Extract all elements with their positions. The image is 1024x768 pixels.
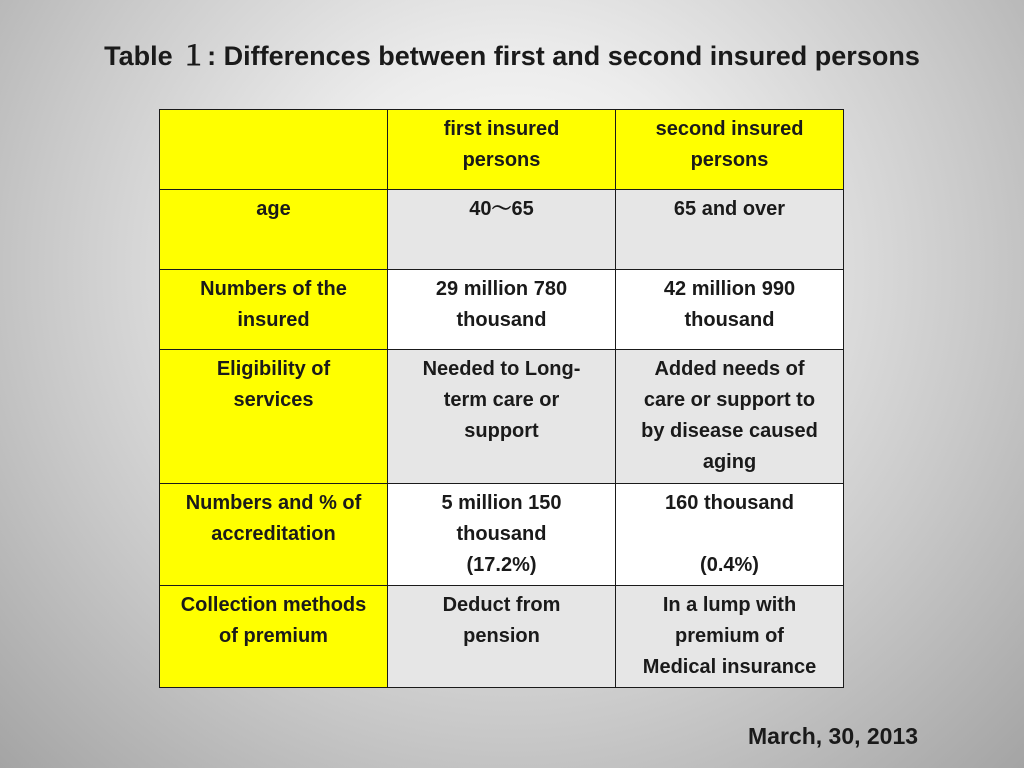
- row-label: Collection methods of premium: [160, 586, 388, 688]
- comparison-table: [159, 109, 844, 688]
- cell-second: In a lump with premium of Medical insurance: [616, 586, 844, 688]
- cell-first: 29 million 780 thousand: [388, 270, 616, 350]
- cell-second: 65 and over: [616, 190, 844, 270]
- row-label: age: [160, 190, 388, 270]
- slide-date: March, 30, 2013: [748, 723, 919, 749]
- cell-second: 42 million 990 thousand: [616, 270, 844, 350]
- slide-title: Table １: Differences between first and second insured persons: [104, 41, 920, 71]
- table-row-accreditation: [160, 484, 844, 586]
- header-cell-second-insured: second insured persons: [616, 110, 844, 190]
- cell-first: 5 million 150 thousand (17.2%): [388, 484, 616, 586]
- header-cell-first-insured: first insured persons: [388, 110, 616, 190]
- table-header-row: [160, 110, 844, 190]
- header-cell-empty: [160, 110, 388, 190]
- row-label: Numbers and % of accreditation: [160, 484, 388, 586]
- table-row-numbers-insured: [160, 270, 844, 350]
- table-row-eligibility: [160, 350, 844, 484]
- cell-first: Needed to Long- term care or support: [388, 350, 616, 484]
- cell-first: Deduct from pension: [388, 586, 616, 688]
- cell-first: 40～65: [388, 190, 616, 270]
- table-row-age: [160, 190, 844, 270]
- table-row-collection-methods: [160, 586, 844, 688]
- row-label: Numbers of the insured: [160, 270, 388, 350]
- cell-second: Added needs of care or support to by disease caused aging: [616, 350, 844, 484]
- row-label: Eligibility of services: [160, 350, 388, 484]
- cell-second: 160 thousand (0.4%): [616, 484, 844, 586]
